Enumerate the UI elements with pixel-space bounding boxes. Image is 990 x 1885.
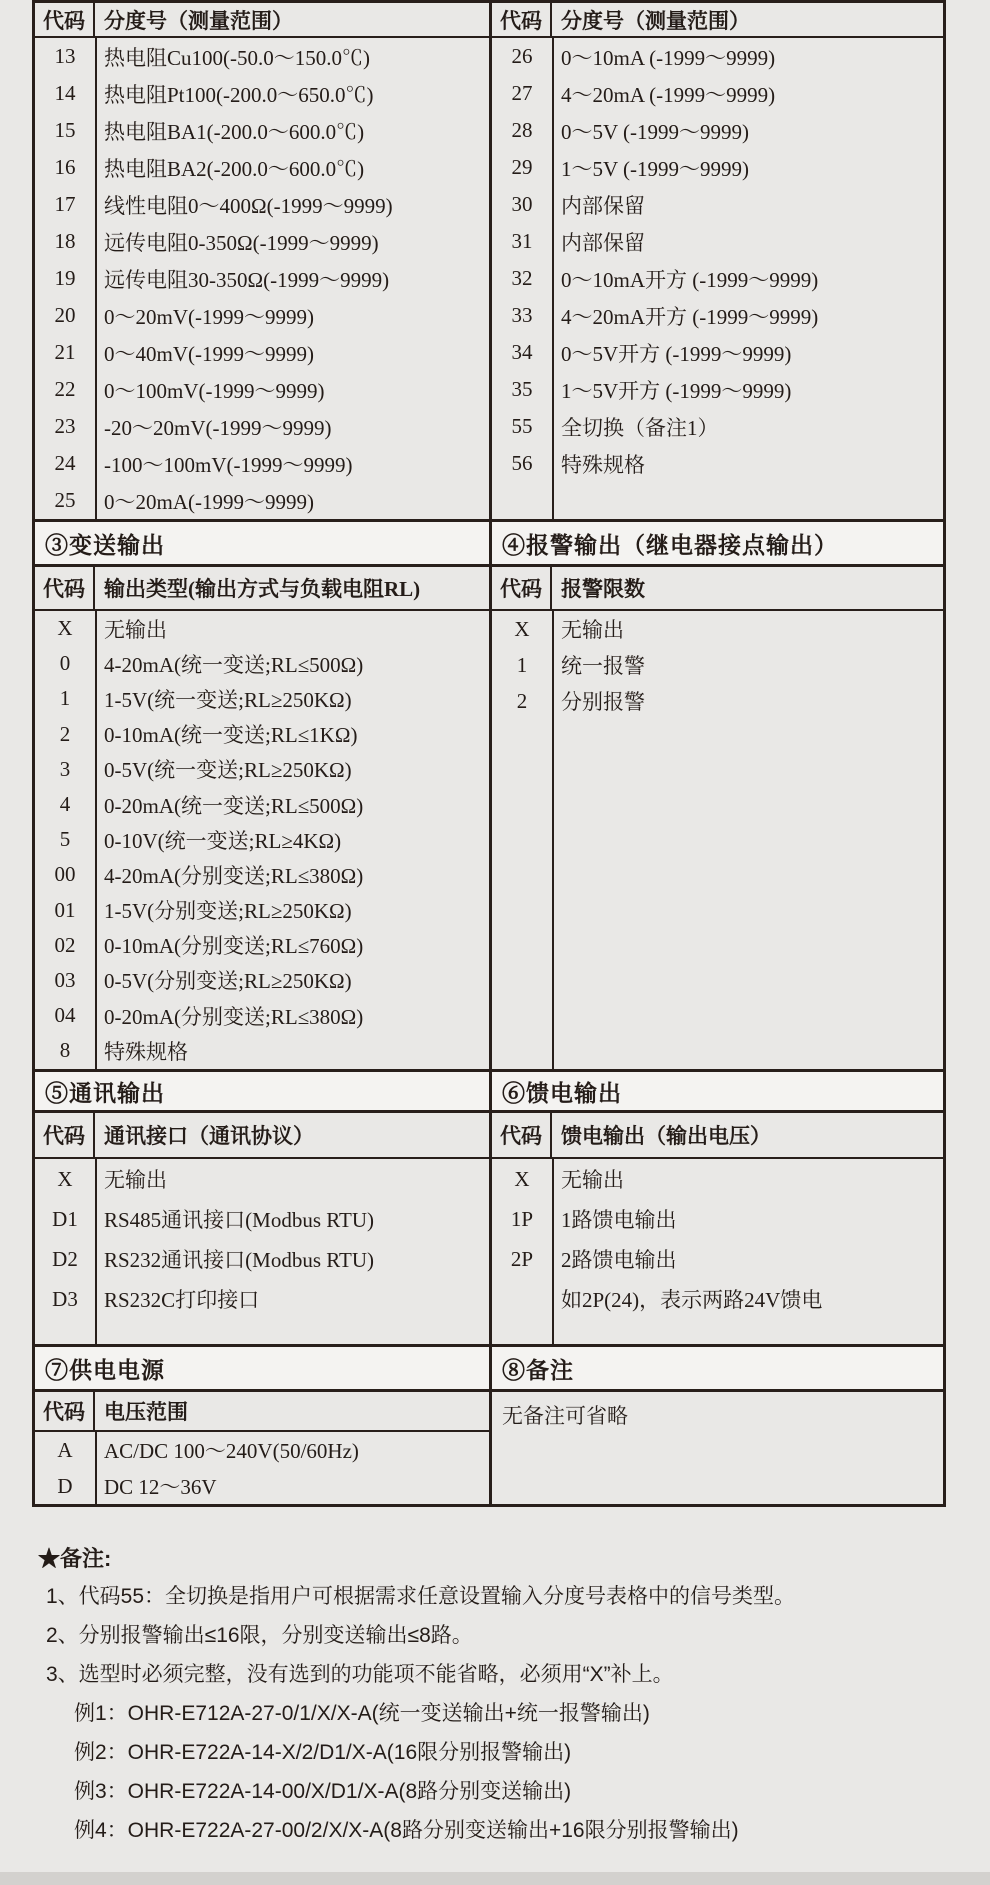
desc-cell: 0-10V(统一变送;RL≥4KΩ): [104, 828, 342, 853]
desc-cell: 热电阻Cu100(-50.0～150.0℃): [104, 45, 370, 70]
table-header: [492, 3, 943, 38]
table-row: [492, 1199, 943, 1239]
code-cell: 4: [59, 792, 71, 817]
desc-cell: 0-20mA(分别变送;RL≤380Ω): [104, 1004, 364, 1029]
table-row: [35, 297, 489, 334]
desc-cell: 分别报警: [561, 690, 645, 714]
code-cell: 1: [59, 686, 71, 711]
code-cell: 02: [54, 932, 76, 957]
desc-cell: 0～40mV(-1999～9999): [104, 341, 314, 366]
desc-column-header: 输出类型(输出方式与负载电阻RL): [104, 577, 421, 601]
desc-column-header: 报警限数: [561, 577, 645, 601]
table-row: [35, 1432, 489, 1468]
table-row: [35, 963, 489, 998]
code-cell: X: [514, 616, 530, 641]
desc-cell: 特殊规格: [561, 452, 645, 477]
feed-output-table: [492, 1072, 943, 1344]
desc-cell: 0-5V(统一变送;RL≥250KΩ): [104, 758, 352, 783]
table-row: [35, 928, 489, 963]
code-cell: 31: [511, 229, 533, 253]
table-row: [492, 445, 943, 482]
remark-note: 无备注可省略: [502, 1404, 628, 1428]
table-row: [35, 38, 489, 75]
table-row: [492, 1279, 943, 1319]
desc-cell: 0～100mV(-1999～9999): [104, 378, 325, 403]
desc-cell: 统一报警: [561, 654, 645, 678]
desc-cell: 线性电阻0～400Ω(-1999～9999): [104, 193, 393, 218]
table-body: [492, 1159, 943, 1344]
code-cell: 1: [516, 652, 528, 677]
input-signal-table-left: [35, 3, 489, 519]
table-row: [35, 75, 489, 112]
code-cell: 33: [511, 303, 533, 327]
desc-column-header: 分度号（测量范围）: [561, 8, 750, 33]
table-row: [492, 611, 943, 647]
table-body: [492, 611, 943, 1069]
desc-cell: 0～5V开方 (-1999～9999): [561, 341, 792, 366]
code-cell: 23: [54, 414, 76, 438]
code-cell: 26: [511, 44, 533, 68]
table-row: [35, 1199, 489, 1239]
desc-cell: 热电阻Pt100(-200.0～650.0℃): [104, 82, 374, 107]
code-cell: 01: [54, 897, 76, 922]
table-row: [35, 260, 489, 297]
desc-cell: 0～5V (-1999～9999): [561, 119, 750, 144]
table-body: [35, 38, 489, 519]
code-cell: 2P: [510, 1246, 534, 1271]
section-title: ③变送输出: [35, 522, 489, 567]
code-cell: 35: [511, 377, 533, 401]
table-header: [35, 1392, 489, 1432]
footer-bar: [0, 1872, 990, 1885]
desc-cell: 全切换（备注1）: [561, 415, 719, 440]
desc-cell: 无输出: [104, 617, 167, 642]
retransmission-table: [35, 522, 489, 1069]
example-list: [38, 1692, 946, 1848]
code-cell: 20: [54, 303, 76, 327]
desc-cell: 特殊规格: [104, 1039, 188, 1064]
footnote-item: 3、选型时必须完整，没有选到的功能项不能省略，必须用“X”补上。: [46, 1662, 674, 1686]
desc-cell: 热电阻BA2(-200.0～600.0℃): [104, 156, 365, 181]
desc-cell: 4～20mA (-1999～9999): [561, 82, 776, 107]
code-cell: 56: [511, 451, 533, 475]
table-row: [492, 186, 943, 223]
table-row: [492, 408, 943, 445]
table-body: [35, 1159, 489, 1344]
code-cell: 29: [511, 155, 533, 179]
communication-feed-band: [32, 1069, 946, 1347]
table-row: [35, 1033, 489, 1068]
code-column-header: 代码: [492, 3, 552, 36]
code-cell: 34: [511, 340, 533, 364]
code-cell: X: [57, 616, 73, 641]
desc-cell: 热电阻BA1(-200.0～600.0℃): [104, 119, 365, 144]
code-cell: D3: [52, 1286, 78, 1311]
table-row: [35, 112, 489, 149]
table-body: [35, 611, 489, 1069]
table-row: [35, 408, 489, 445]
code-cell: 2: [59, 721, 71, 746]
code-cell: 55: [511, 414, 533, 438]
footnote-item: 1、代码55：全切换是指用户可根据需求任意设置输入分度号表格中的信号类型。: [46, 1584, 796, 1608]
desc-cell: 如2P(24)，表示两路24V馈电: [561, 1288, 823, 1312]
code-cell: 28: [511, 118, 533, 142]
desc-cell: 0～10mA (-1999～9999): [561, 45, 776, 70]
example-item: 例4：OHR-E722A-27-00/2/X/X-A(8路分别变送输出+16限分别报警输出): [74, 1818, 739, 1842]
table-row: [492, 334, 943, 371]
desc-cell: 远传电阻30-350Ω(-1999～9999): [104, 267, 390, 292]
table-row: [35, 1279, 489, 1319]
table-row: [492, 260, 943, 297]
desc-cell: 0～20mA(-1999～9999): [104, 489, 314, 514]
code-cell: 14: [54, 81, 76, 105]
code-cell: D2: [52, 1246, 78, 1271]
table-row: [35, 752, 489, 787]
table-row: [35, 893, 489, 928]
code-column-header: 代码: [35, 3, 95, 36]
table-row: [492, 647, 943, 683]
table-row: [35, 371, 489, 408]
table-row: [492, 1239, 943, 1279]
table-row: [35, 787, 489, 822]
table-row: [35, 646, 489, 681]
section-title: ⑧备注: [492, 1347, 943, 1392]
desc-column-header: 分度号（测量范围）: [104, 8, 293, 33]
code-cell: 32: [511, 266, 533, 290]
desc-cell: 无输出: [561, 618, 624, 642]
table-row: [492, 371, 943, 408]
code-cell: 04: [54, 1003, 76, 1028]
table-row: [35, 822, 489, 857]
table-header: [35, 3, 489, 38]
table-row: [35, 1159, 489, 1199]
table-row: [35, 998, 489, 1033]
retransmission-alarm-band: [32, 519, 946, 1072]
desc-cell: -100～100mV(-1999～9999): [104, 452, 353, 477]
desc-cell: 远传电阻0-350Ω(-1999～9999): [104, 230, 379, 255]
table-body: [492, 38, 943, 519]
code-cell: 00: [54, 862, 76, 887]
example-item: 例3：OHR-E722A-14-00/X/D1/X-A(8路分别变送输出): [74, 1779, 572, 1803]
desc-cell: 1～5V (-1999～9999): [561, 156, 750, 181]
code-column-header: 代码: [35, 567, 95, 609]
table-row: [35, 482, 489, 519]
code-column-header: 代码: [35, 1113, 95, 1157]
desc-cell: 4-20mA(分别变送;RL≤380Ω): [104, 863, 364, 888]
desc-column-header: 馈电输出（输出电压）: [561, 1124, 771, 1148]
table-row: [492, 112, 943, 149]
table-row: [35, 223, 489, 260]
code-cell: 13: [54, 44, 76, 68]
code-cell: 0: [59, 651, 71, 676]
footnote-list: [38, 1575, 946, 1692]
code-cell: 1P: [510, 1206, 534, 1231]
desc-cell: 0-10mA(统一变送;RL≤1KΩ): [104, 723, 358, 748]
example-item: 例2：OHR-E722A-14-X/2/D1/X-A(16限分别报警输出): [74, 1740, 572, 1764]
code-cell: 8: [59, 1038, 71, 1063]
section-title: ⑦供电电源: [35, 1347, 489, 1392]
table-row: [492, 683, 943, 719]
desc-cell: RS232通讯接口(Modbus RTU): [104, 1248, 375, 1272]
desc-column-header: 通讯接口（通讯协议）: [104, 1124, 314, 1148]
desc-column-header: 电压范围: [104, 1400, 188, 1424]
table-header: [35, 567, 489, 611]
power-remark-band: [32, 1344, 946, 1507]
table-row: [492, 223, 943, 260]
code-cell: 21: [54, 340, 76, 364]
desc-cell: RS485通讯接口(Modbus RTU): [104, 1208, 375, 1232]
code-column-header: 代码: [492, 1113, 552, 1157]
code-cell: 30: [511, 192, 533, 216]
remark-cell-wrap: [492, 1347, 943, 1504]
code-cell: 2: [516, 688, 528, 713]
code-cell: 03: [54, 967, 76, 992]
desc-cell: AC/DC 100～240V(50/60Hz): [104, 1439, 359, 1463]
code-cell: 16: [54, 155, 76, 179]
table-body: [35, 1432, 489, 1504]
table-row: [35, 857, 489, 892]
table-row: [35, 717, 489, 752]
code-cell: X: [57, 1166, 73, 1191]
desc-cell: 0～20mV(-1999～9999): [104, 304, 314, 329]
desc-cell: 1～5V开方 (-1999～9999): [561, 378, 792, 403]
input-signal-table-right: [492, 3, 943, 519]
desc-cell: 2路馈电输出: [561, 1248, 677, 1272]
table-row: [35, 149, 489, 186]
section-title: ④报警输出（继电器接点输出）: [492, 522, 943, 567]
desc-cell: 无输出: [104, 1168, 167, 1192]
table-row: [35, 611, 489, 646]
table-header: [492, 1113, 943, 1159]
table-row: [492, 149, 943, 186]
table-row: [35, 334, 489, 371]
code-column-header: 代码: [492, 567, 552, 609]
desc-cell: 4-20mA(统一变送;RL≤500Ω): [104, 652, 364, 677]
table-row: [492, 1159, 943, 1199]
footnotes: [38, 1539, 946, 1848]
alarm-table: [492, 522, 943, 1069]
desc-cell: 0-20mA(统一变送;RL≤500Ω): [104, 793, 364, 818]
table-row: [492, 75, 943, 112]
code-cell: 24: [54, 451, 76, 475]
table-row: [35, 1468, 489, 1504]
code-cell: D: [57, 1473, 73, 1498]
power-supply-table: [35, 1347, 489, 1504]
code-cell: 17: [54, 192, 76, 216]
example-item: 例1：OHR-E712A-27-0/1/X/X-A(统一变送输出+统一报警输出): [74, 1701, 650, 1725]
desc-cell: 1-5V(分别变送;RL≥250KΩ): [104, 899, 352, 924]
table-row: [35, 681, 489, 716]
table-row: [35, 445, 489, 482]
code-cell: 22: [54, 377, 76, 401]
code-column-header: 代码: [35, 1392, 95, 1430]
desc-cell: 1路馈电输出: [561, 1208, 677, 1232]
desc-cell: 无输出: [561, 1168, 624, 1192]
desc-cell: 0-10mA(分别变送;RL≤760Ω): [104, 934, 364, 959]
spec-sheet: [32, 0, 946, 1848]
communication-table: [35, 1072, 489, 1344]
code-cell: X: [514, 1166, 530, 1191]
code-cell: 15: [54, 118, 76, 142]
code-cell: 25: [54, 488, 76, 512]
section-title: ⑤通讯输出: [35, 1072, 489, 1113]
footnotes-title: ★备注:: [38, 1545, 112, 1571]
code-cell: 19: [54, 266, 76, 290]
code-cell: 27: [511, 81, 533, 105]
code-cell: D1: [52, 1206, 78, 1231]
code-cell: A: [57, 1437, 73, 1462]
table-row: [35, 1239, 489, 1279]
section-title: ⑥馈电输出: [492, 1072, 943, 1113]
desc-cell: 内部保留: [561, 193, 645, 218]
input-signal-band: [32, 0, 946, 522]
footnote-item: 2、分别报警输出≤16限，分别变送输出≤8路。: [46, 1623, 473, 1647]
code-cell: 18: [54, 229, 76, 253]
desc-cell: 0-5V(分别变送;RL≥250KΩ): [104, 969, 352, 994]
desc-cell: 4～20mA开方 (-1999～9999): [561, 304, 819, 329]
code-cell: 3: [59, 756, 71, 781]
desc-cell: RS232C打印接口: [104, 1288, 260, 1312]
code-cell: 5: [59, 827, 71, 852]
table-row: [492, 38, 943, 75]
desc-cell: -20～20mV(-1999～9999): [104, 415, 332, 440]
table-row: [35, 186, 489, 223]
table-header: [492, 567, 943, 611]
table-header: [35, 1113, 489, 1159]
desc-cell: DC 12～36V: [104, 1475, 217, 1499]
desc-cell: 内部保留: [561, 230, 645, 255]
table-row: [492, 297, 943, 334]
desc-cell: 0～10mA开方 (-1999～9999): [561, 267, 819, 292]
desc-cell: 1-5V(统一变送;RL≥250KΩ): [104, 687, 352, 712]
